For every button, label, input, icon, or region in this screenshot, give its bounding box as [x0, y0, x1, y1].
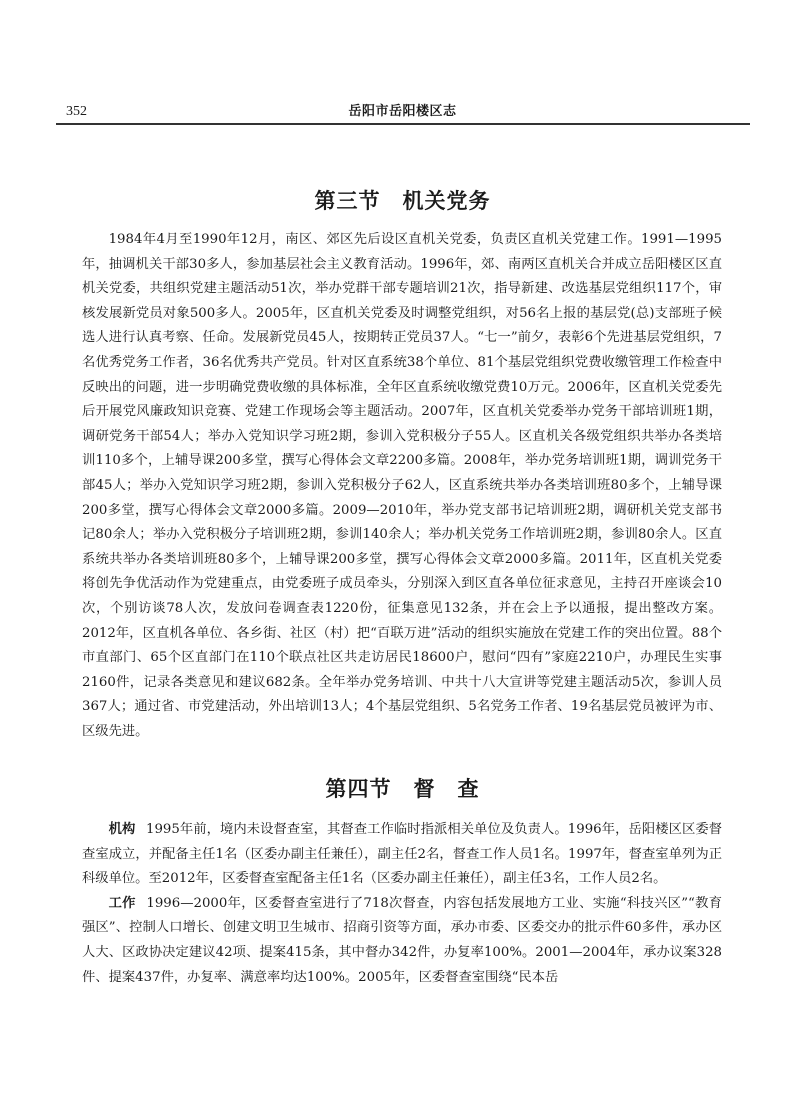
paragraph-text: 1996—2000年，区委督查室进行了718次督查，内容包括发展地方工业、实施“科技兴区”“教育强区”、控制人口增长、创建文明卫生城市、招商引资等方面，承办市委、区委交办的批示件60多件，承办区人大、区政协决定建议42项、提案415条，其中督办342件，办复率100%。2001—2004年，承办议案328件、提案437件，办复率、满意率均达100%。2005年，区委督查室围绕“民本岳 — [82, 895, 723, 985]
paragraph — [82, 228, 722, 744]
page-number: 352 — [66, 104, 87, 119]
paragraph-jigou — [82, 818, 722, 892]
section-body-ducha — [82, 818, 722, 990]
header-rule — [56, 123, 750, 125]
book-title: 岳阳市岳阳楼区志 — [348, 104, 457, 119]
paragraph-text: 1984年4月至1990年12月，南区、郊区先后设区直机关党委，负责区直机关党建工作。1991—1995年，抽调机关干部30多人，参加基层社会主义教育活动。1996年，郊、南两区直机关合并成立岳阳楼区区直机关党委，共组织党建主题活动51次，举办党群干部专题培训21次，指导新建、改选基层党组织117个，审核发展新党员对象500多人。2005年，区直机关党委及时调整党组织，对56名上报的基层党(总)支部班子候选人进行认真考察、任命。发展新党员45人，按期转正党员37人。“七一”前夕，表彰6个先进基层党组织，7名优秀党务工作者，36名优秀共产党员。针对区直系统38个单位、81个基层党组织党费收缴管理工作检查中反映出的问题，进一步明确党费收缴的具体标准，全年区直系统收缴党费10万元。2006年，区直机关党委先后开展党风廉政知识竞赛、党建工作现场会等主题活动。2007年，区直机关党委举办党务干部培训班1期，调研党务干部54人；举办入党知识学习班2期，参训入党积极分子55人。区直机关各级党组织共举办各类培训110多个，上辅导课200多堂，撰写心得体会文章2200多篇。2008年，举办党务培训班1期，调训党务干部45人；举办入党知识学习班2期，参训入党积极分子62人，区直系统共举办各类培训班80多个，上辅导课200多堂，撰写心得体会文章2000多篇。2009—2010年，举办党支部书记培训班2期，调研机关党支部书记80余人；举办入党积极分子培训班2期，参训140余人；举办机关党务工作培训班2期，参训80余人。区直系统共举办各类培训班80多个，上辅导课200多堂，撰写心得体会文章2000多篇。2011年，区直机关党委将创先争优活动作为党建重点，由党委班子成员牵头，分别深入到区直各单位征求意见，主持召开座谈会10次，个别访谈78人次，发放问卷调查表1220份，征集意见132条，并在会上予以通报，提出整改方案。2012年，区直机各单位、各乡街、社区（村）把“百联万进”活动的组织实施放在党建工作的突出位置。88个市直部门、65个区直部门在110个联点社区共走访居民18600户，慰问“四有”家庭2210户，办理民生实事2160件，记录各类意见和建议682条。全年举办党务培训、中共十八大宣讲等党建主题活动5次，参训人员367人；通过省、市党建活动，外出培训13人；4个基层党组织、5名党务工作者、19名基层党员被评为市、区级先进。 — [82, 232, 722, 739]
section-title-jiguan-dangwu: 第三节 机关党务 — [314, 189, 491, 213]
paragraph-text: 1995年前，境内未设督查室，其督查工作临时指派相关单位及负责人。1996年，岳阳楼区区委督查室成立，并配备主任1名（区委办副主任兼任），副主任2名，督查工作人员1名。1997年，督查室单列为正科级单位。至2012年，区委督查室配备主任1名（区委办副主任兼任），副主任3名，工作人员2名。 — [82, 822, 723, 887]
section-title-ducha: 第四节 督 查 — [325, 777, 480, 801]
section-body-jiguan-dangwu — [82, 228, 722, 744]
run-in-heading: 工作 — [108, 895, 136, 911]
run-in-heading: 机构 — [108, 822, 136, 837]
paragraph-gongzuo — [82, 892, 722, 990]
